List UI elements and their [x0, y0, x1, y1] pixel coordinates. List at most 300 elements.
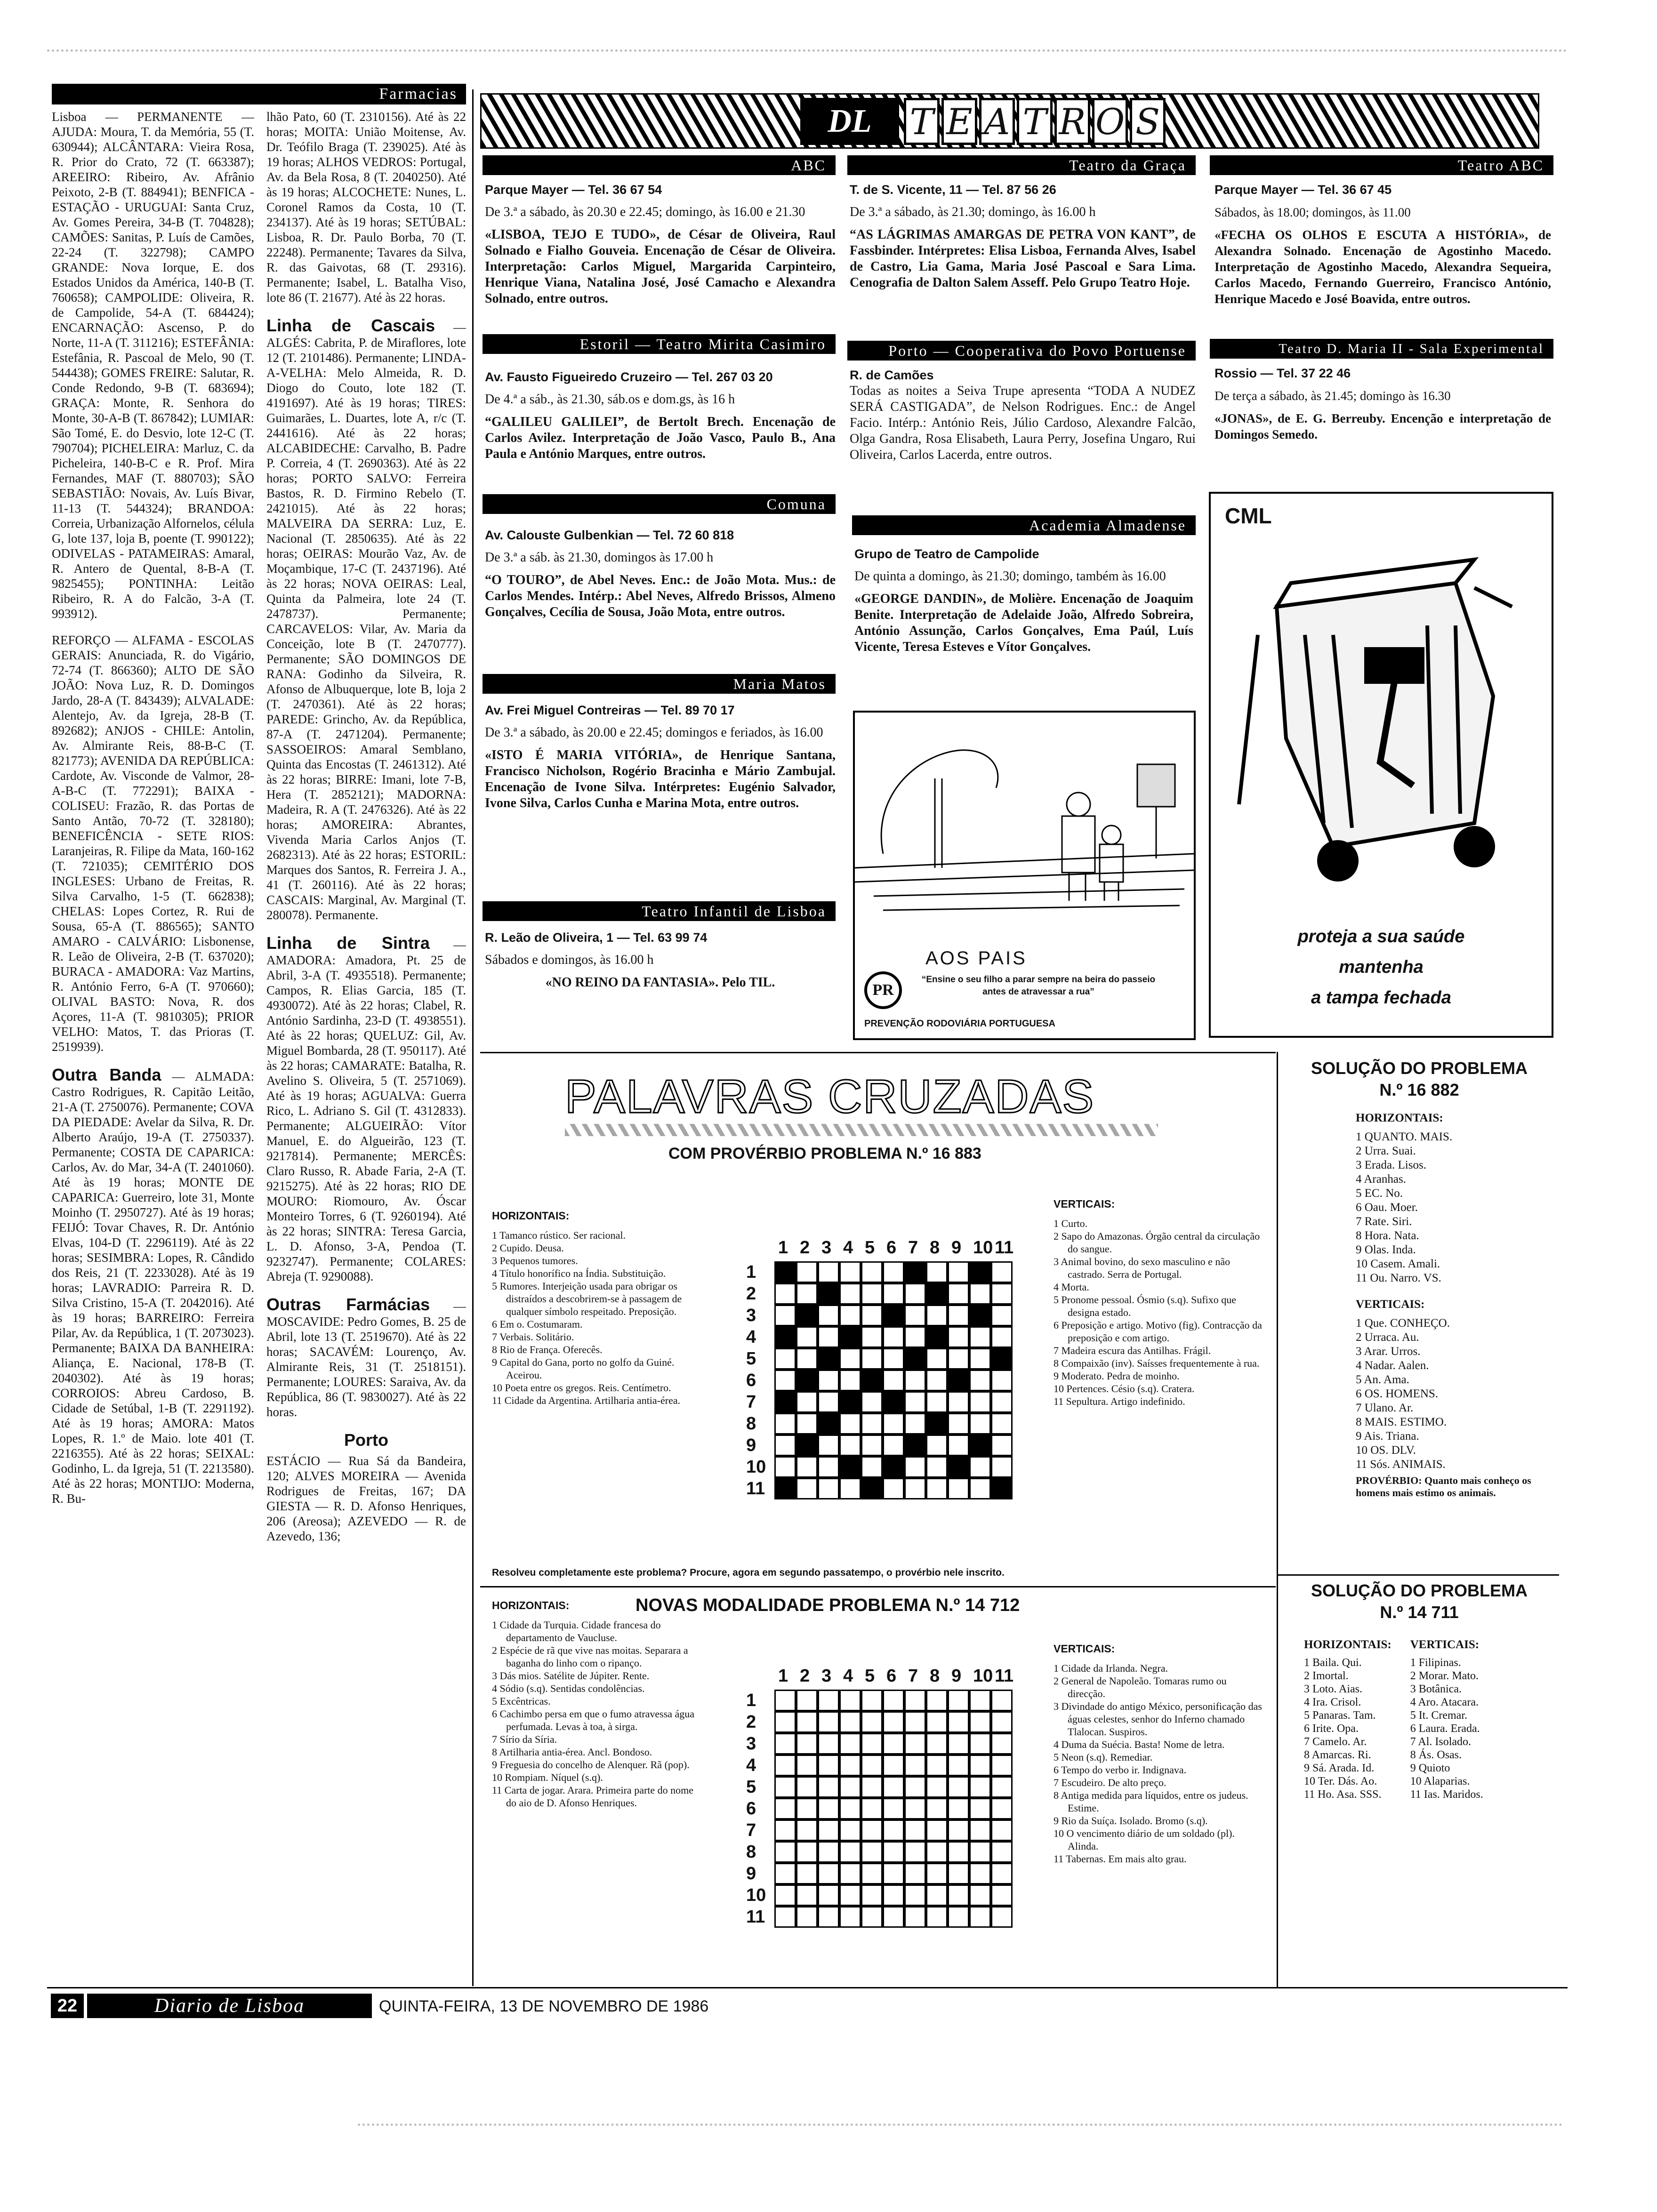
grid-cell[interactable]: [991, 1261, 1013, 1283]
grid-cell[interactable]: [969, 1326, 991, 1348]
solution-item: 11 Ho. Asa. SSS.: [1304, 1788, 1382, 1801]
grid-cell[interactable]: [904, 1391, 926, 1413]
grid-cell[interactable]: [839, 1283, 861, 1305]
grid-cell[interactable]: [839, 1884, 861, 1906]
farmacias-lisboa-permanente: Lisboa — PERMANENTE — AJUDA: Moura, T. da Memória, 55 (T. 630944); ALCÂNTARA: Vieira Rosa, R. Prior do Crato, 72 (T. 663387); AREEIRO: Ribeiro, Av. Afrânio Peixoto, 2-B (T. 884941); BENFICA - ESTAÇÃO - URUGUAI: Santa Cruz, Av. Gomes Pereira, 34-B (T. 704828); CAMÕES: Sanitas, P. Luís de Camões, 22-24 (T. 322798); CAMPO GRANDE: Nova Iorque, E. dos Estados Unidos da América, 140-B (T. 760658); CAMPOLIDE: Oliveira, R. de Campolide, 54-A (T. 684424); ENCARNAÇÃO: Ascenso, P. do Norte, 11-A (T. 311216); ESTEFÂNIA: Estefânia, R. Pascoal de Melo, 90 (T. 544438); GOMES FREIRE: Salutar, R. Conde Redondo, 9-B (T. 683694); GRAÇA: Monte, R. Senhora do Monte, 30-A-B (T. 867842); LUMIAR: São Tomé, E. do Desvio, lote 12-C (T. 790704); PICHELEIRA: Marluz, C. da Picheleira, 140-B-C e R. Prof. Mira Fernandes, MAF (T. 880703); SÃO SEBASTIÃO: Novais, Av. Luís Bivar, 11-13 (T. 544324); BRANDOA: Correia, Urbanização Alfornelos, célula G, lote 137, loja B, poente (T. 990122); ODIVELAS - PATAMEIRAS: Amaral, R. Antero de Quental, 8-B-A (T. 9825455); PONTINHA: Leitão Ribeiro, R. A do Falcão, 3-A (T. 993912).: [52, 110, 254, 621]
grid-cell[interactable]: [774, 1776, 796, 1798]
grid-cell[interactable]: [883, 1413, 904, 1435]
grid-cell[interactable]: [839, 1711, 861, 1733]
section-rule-2: [480, 1586, 1276, 1587]
grid-cell[interactable]: [969, 1906, 991, 1928]
grid-cell[interactable]: [774, 1456, 796, 1478]
grid-cell[interactable]: [861, 1391, 883, 1413]
grid-cell[interactable]: [991, 1798, 1013, 1819]
grid-cell[interactable]: [948, 1690, 969, 1711]
grid-cell[interactable]: [969, 1348, 991, 1370]
grid-cell[interactable]: [904, 1435, 926, 1456]
grid-cell[interactable]: [796, 1305, 818, 1326]
grid-cell[interactable]: [839, 1863, 861, 1884]
grid-cell[interactable]: [991, 1711, 1013, 1733]
grid-cell[interactable]: [774, 1841, 796, 1863]
grid-cell[interactable]: [861, 1776, 883, 1798]
grid-cell[interactable]: [904, 1370, 926, 1391]
grid-cell[interactable]: [861, 1906, 883, 1928]
clue-item: 9 Rio da Suíça. Isolado. Bromo (s.q).: [1054, 1815, 1208, 1827]
grid-cell[interactable]: [774, 1711, 796, 1733]
grid-cell[interactable]: [839, 1906, 861, 1928]
grid-cell[interactable]: [861, 1456, 883, 1478]
grid-cell[interactable]: [991, 1348, 1013, 1370]
grid-cell[interactable]: [948, 1348, 969, 1370]
grid-cell[interactable]: [969, 1413, 991, 1435]
grid-cell[interactable]: [904, 1863, 926, 1884]
crossword1-note: Resolveu completamente este problema? Procure, agora em segundo passatempo, o provérbio nele inscrito.: [492, 1567, 1005, 1578]
grid-cell[interactable]: [948, 1456, 969, 1478]
grid-row-number: 1: [746, 1262, 756, 1282]
grid-cell[interactable]: [926, 1755, 948, 1776]
grid-cell[interactable]: [818, 1798, 839, 1819]
grid-cell[interactable]: [926, 1261, 948, 1283]
grid-cell[interactable]: [861, 1326, 883, 1348]
grid-cell[interactable]: [839, 1391, 861, 1413]
grid-cell[interactable]: [991, 1690, 1013, 1711]
grid-cell[interactable]: [796, 1435, 818, 1456]
grid-cell[interactable]: [796, 1348, 818, 1370]
prp-logo: PR: [864, 971, 902, 1009]
grid-cell[interactable]: [991, 1906, 1013, 1928]
grid-cell[interactable]: [991, 1326, 1013, 1348]
grid-cell[interactable]: [969, 1863, 991, 1884]
grid-cell[interactable]: [969, 1283, 991, 1305]
grid-cell[interactable]: [861, 1819, 883, 1841]
grid-col-number: 11: [995, 1666, 1014, 1686]
grid-cell[interactable]: [818, 1370, 839, 1391]
clue-item: 5 Pronome pessoal. Ósmio (s.q). Sufixo que designa estado.: [1054, 1294, 1237, 1318]
grid-cell[interactable]: [926, 1478, 948, 1499]
grid-cell[interactable]: [883, 1884, 904, 1906]
grid-cell[interactable]: [883, 1305, 904, 1326]
clue-item: 8 Artilharia antia-érea. Ancl. Bondoso.: [492, 1746, 652, 1758]
grid-cell[interactable]: [796, 1456, 818, 1478]
clue-item: 10 O vencimento diário de um soldado (pl). Alinda.: [1054, 1827, 1235, 1852]
grid-cell[interactable]: [818, 1478, 839, 1499]
grid-cell[interactable]: [796, 1261, 818, 1283]
grid-cell[interactable]: [926, 1798, 948, 1819]
grid-cell[interactable]: [969, 1819, 991, 1841]
grid-cell[interactable]: [774, 1690, 796, 1711]
grid-cell[interactable]: [839, 1478, 861, 1499]
grid-cell[interactable]: [861, 1370, 883, 1391]
grid-cell[interactable]: [926, 1348, 948, 1370]
grid-cell[interactable]: [861, 1435, 883, 1456]
aos-pais-title: AOS PAIS: [925, 948, 1027, 969]
grid-cell[interactable]: [774, 1261, 796, 1283]
grid-cell[interactable]: [969, 1478, 991, 1499]
grid-cell[interactable]: [774, 1435, 796, 1456]
grid-row-number: 5: [746, 1777, 756, 1797]
grid-cell[interactable]: [861, 1841, 883, 1863]
crossword2-grid: [746, 1666, 1038, 1958]
section-rule: [480, 1052, 1276, 1053]
grid-cell[interactable]: [883, 1370, 904, 1391]
grid-cell[interactable]: [774, 1884, 796, 1906]
grid-cell[interactable]: [861, 1863, 883, 1884]
grid-cell[interactable]: [948, 1906, 969, 1928]
grid-cell[interactable]: [991, 1819, 1013, 1841]
crossword1-grid: [746, 1238, 1038, 1530]
grid-col-number: 5: [865, 1238, 875, 1258]
grid-cell[interactable]: [969, 1456, 991, 1478]
grid-cell[interactable]: [926, 1711, 948, 1733]
farmacias-porto-heading: Porto: [344, 1430, 388, 1450]
grid-cell[interactable]: [904, 1733, 926, 1755]
grid-cell[interactable]: [991, 1391, 1013, 1413]
grid-cell[interactable]: [839, 1261, 861, 1283]
grid-cell[interactable]: [948, 1326, 969, 1348]
grid-cell[interactable]: [969, 1690, 991, 1711]
grid-cell[interactable]: [991, 1283, 1013, 1305]
grid-cell[interactable]: [991, 1305, 1013, 1326]
grid-cell[interactable]: [818, 1906, 839, 1928]
farmacias-reforco: REFORÇO — ALFAMA - ESCOLAS GERAIS: Anunciada, R. do Vigário, 72-74 (T. 866360); ALTO DE SÃO JOÃO: Nova Luz, R. D. Domingos Jardo, 28-A (T. 843439); ALVALADE: Alentejo, Av. da Igreja, 28-B (T. 892682); ANJOS - CHILE: Antolin, Av. Almirante Reis, 88-B-C (T. 821773); AVENIDA DA REPÚBLICA: Cardote, Av. Visconde de Valmor, 28-A-B-C (T. 772291); BAIXA - COLISEU: Frazão, R. das Portas de Santo Antão, 70-72 (T. 328180); BENEFICÊNCIA - SETE RIOS: Laranjeiras, R. Filipe da Mata, 160-162 (T. 721035); CEMITÉRIO DOS INGLESES: Urbano de Freitas, R. Silva Carvalho, 1-5 (T. 662838); CHELAS: Lopes Cortez, R. Rui de Sousa, 65-A (T. 886565); SANTO AMARO - CALVÁRIO: Lisbonense, R. Leão de Oliveira, 2-B (T. 637020); BURACA - AMADORA: Vaz Martins, R. António Ferro, 6-A (T. 970660); OLIVAL BASTO: Nova, R. dos Açores, 11-A (T. 9810305); PRIOR VELHO: Matos, T. das Prioras (T. 2519939).: [52, 633, 254, 1054]
grid-cell[interactable]: [904, 1711, 926, 1733]
grid-cell[interactable]: [774, 1819, 796, 1841]
abc-bar: ABC: [483, 155, 836, 175]
grid-cell[interactable]: [861, 1755, 883, 1776]
grid-cell[interactable]: [796, 1819, 818, 1841]
grid-cell[interactable]: [991, 1841, 1013, 1863]
grid-cell[interactable]: [883, 1478, 904, 1499]
grid-cell[interactable]: [904, 1690, 926, 1711]
clue-item: 1 Tamanco rústico. Ser racional.: [492, 1229, 626, 1241]
grid-cell[interactable]: [883, 1711, 904, 1733]
grid-cell[interactable]: [991, 1478, 1013, 1499]
grid-cell[interactable]: [926, 1370, 948, 1391]
grid-cell[interactable]: [904, 1798, 926, 1819]
grid-cell[interactable]: [861, 1798, 883, 1819]
grid-cell[interactable]: [991, 1776, 1013, 1798]
grid-col-number: 11: [995, 1238, 1014, 1258]
grid-cell[interactable]: [774, 1391, 796, 1413]
grid-cell[interactable]: [818, 1435, 839, 1456]
grid-cell[interactable]: [796, 1798, 818, 1819]
grid-cell[interactable]: [991, 1413, 1013, 1435]
grid-cell[interactable]: [904, 1413, 926, 1435]
grid-cell[interactable]: [818, 1456, 839, 1478]
grid-cell[interactable]: [904, 1478, 926, 1499]
grid-row-number: 8: [746, 1414, 756, 1434]
grid-row-number: 11: [746, 1479, 765, 1499]
grid-cell[interactable]: [839, 1456, 861, 1478]
dmaria-bar: Teatro D. Maria II - Sala Experimental: [1210, 339, 1553, 359]
grid-cell[interactable]: [883, 1283, 904, 1305]
grid-cell[interactable]: [991, 1755, 1013, 1776]
grid-cell[interactable]: [926, 1841, 948, 1863]
grid-cell[interactable]: [926, 1819, 948, 1841]
grid-cell[interactable]: [926, 1884, 948, 1906]
grid-cell[interactable]: [991, 1863, 1013, 1884]
grid-cell[interactable]: [774, 1755, 796, 1776]
grid-cell[interactable]: [969, 1798, 991, 1819]
grid-cell[interactable]: [948, 1478, 969, 1499]
top-dotted-rule: [47, 49, 1568, 52]
grid-cell[interactable]: [969, 1435, 991, 1456]
grid-cell[interactable]: [948, 1755, 969, 1776]
grid-cell[interactable]: [926, 1733, 948, 1755]
grid-cell[interactable]: [883, 1755, 904, 1776]
grid-col-number: 4: [843, 1666, 853, 1686]
grid-cell[interactable]: [969, 1776, 991, 1798]
solution-item: 4 Ira. Crisol.: [1304, 1696, 1361, 1708]
grid-cell[interactable]: [883, 1261, 904, 1283]
grid-cell[interactable]: [839, 1370, 861, 1391]
grid-cell[interactable]: [969, 1370, 991, 1391]
grid-cell[interactable]: [796, 1906, 818, 1928]
grid-cell[interactable]: [818, 1841, 839, 1863]
grid-cell[interactable]: [883, 1391, 904, 1413]
grid-cell[interactable]: [948, 1305, 969, 1326]
grid-cell[interactable]: [926, 1456, 948, 1478]
grid-cell[interactable]: [904, 1456, 926, 1478]
grid-cell[interactable]: [796, 1478, 818, 1499]
grid-cell[interactable]: [796, 1326, 818, 1348]
grid-cell[interactable]: [818, 1283, 839, 1305]
grid-cell[interactable]: [861, 1690, 883, 1711]
grid-col-number: 3: [821, 1666, 832, 1686]
grid-cell[interactable]: [818, 1863, 839, 1884]
grid-cell[interactable]: [861, 1261, 883, 1283]
solution-item: 3 Erada. Lisos.: [1356, 1159, 1426, 1171]
grid-cell[interactable]: [969, 1841, 991, 1863]
grid-cell[interactable]: [883, 1435, 904, 1456]
grid-cell[interactable]: [883, 1798, 904, 1819]
grid-cell[interactable]: [883, 1863, 904, 1884]
grid-cell[interactable]: [948, 1413, 969, 1435]
grid-cell[interactable]: [818, 1326, 839, 1348]
grid-cell[interactable]: [818, 1690, 839, 1711]
grid-cell[interactable]: [839, 1776, 861, 1798]
grid-cell[interactable]: [796, 1391, 818, 1413]
grid-cell[interactable]: [926, 1283, 948, 1305]
grid-col-number: 1: [778, 1666, 788, 1686]
grid-col-number: 10: [973, 1238, 993, 1258]
grid-cell[interactable]: [839, 1690, 861, 1711]
grid-cell[interactable]: [861, 1413, 883, 1435]
grid-cell[interactable]: [774, 1798, 796, 1819]
grid-cell[interactable]: [904, 1755, 926, 1776]
grid-cell[interactable]: [969, 1391, 991, 1413]
infantil-bar: Teatro Infantil de Lisboa: [483, 901, 836, 921]
grid-cell[interactable]: [796, 1755, 818, 1776]
grid-cell[interactable]: [926, 1776, 948, 1798]
grid-cell[interactable]: [818, 1305, 839, 1326]
grid-cell[interactable]: [948, 1798, 969, 1819]
grid-cell[interactable]: [818, 1733, 839, 1755]
grid-cell[interactable]: [839, 1413, 861, 1435]
grid-cell[interactable]: [926, 1863, 948, 1884]
grid-col-number: 9: [951, 1238, 962, 1258]
grid-cell[interactable]: [883, 1456, 904, 1478]
grid-cell[interactable]: [818, 1711, 839, 1733]
clue-item: 4 Morta.: [1054, 1281, 1089, 1293]
grid-cell[interactable]: [818, 1776, 839, 1798]
grid-cell[interactable]: [991, 1884, 1013, 1906]
grid-cell[interactable]: [883, 1348, 904, 1370]
grid-cell[interactable]: [904, 1776, 926, 1798]
grid-cell[interactable]: [839, 1798, 861, 1819]
almadense-bar: Academia Almadense: [852, 515, 1196, 535]
grid-cell[interactable]: [948, 1711, 969, 1733]
grid-cell[interactable]: [796, 1776, 818, 1798]
grid-cell[interactable]: [796, 1733, 818, 1755]
abc2-listing: Parque Mayer — Tel. 36 67 45 Sábados, às 18.00; domingos, às 11.00 «FECHA OS OLHOS E ESCUTA A HISTÓRIA», de Alexandra Solnado. Encenação de Agostinho Macedo. Interpretação de Agostinho Macedo, Alexandra Sequeira, Carlos Macedo, Fernando Guerreiro, Francisco António, Henrique Macedo e José Boavida, entre outros.: [1215, 183, 1551, 306]
solution-item: 5 EC. No.: [1356, 1187, 1403, 1200]
grid-cell[interactable]: [774, 1906, 796, 1928]
grid-cell[interactable]: [839, 1305, 861, 1326]
grid-cell[interactable]: [839, 1348, 861, 1370]
grid-cell[interactable]: [796, 1690, 818, 1711]
grid-cell[interactable]: [991, 1435, 1013, 1456]
clue-item: 10 Rompiam. Níquel (s.q).: [492, 1771, 603, 1783]
grid-cell[interactable]: [883, 1906, 904, 1928]
grid-cell[interactable]: [861, 1348, 883, 1370]
crossword1-verticais: VERTICAIS: 1 Curto. 2 Sapo do Amazonas. Órgão central da circulação do sangue. 3 Animal bovino, do sexo masculino e não castrado. Serra de Portugal. 4 Morta. 5 Pronome pessoal. Ósmio (s.q). Sufixo que designa estado. 6 Preposição e artigo. Motivo (fig). Contracção da preposição e com artigo. 7 Madeira escura das Antilhas. Frágil. 8 Compaixão (inv). Saísses frequentemente à rua. 9 Moderato. Pedra de moinho. 10 Pertences. Césio (s.q). Cratera. 11 Sepultura. Artigo indefinido.: [1054, 1198, 1266, 1408]
grid-cell[interactable]: [948, 1863, 969, 1884]
grid-cell[interactable]: [774, 1326, 796, 1348]
grid-cell[interactable]: [926, 1435, 948, 1456]
grid-cell[interactable]: [818, 1819, 839, 1841]
grid-cell[interactable]: [796, 1841, 818, 1863]
clue-item: 7 Escudeiro. De alto preço.: [1054, 1777, 1166, 1788]
grid-cell[interactable]: [818, 1413, 839, 1435]
grid-cell[interactable]: [796, 1863, 818, 1884]
grid-cell[interactable]: [861, 1305, 883, 1326]
grid-cell[interactable]: [818, 1755, 839, 1776]
grid-cell[interactable]: [969, 1261, 991, 1283]
grid-cell[interactable]: [991, 1456, 1013, 1478]
grid-cell[interactable]: [774, 1478, 796, 1499]
grid-cell[interactable]: [774, 1863, 796, 1884]
grid-cell[interactable]: [818, 1391, 839, 1413]
grid-cell[interactable]: [861, 1733, 883, 1755]
grid-cell[interactable]: [861, 1283, 883, 1305]
grid-row-number: 7: [746, 1392, 756, 1412]
grid-cell[interactable]: [839, 1841, 861, 1863]
solution-item: 10 OS. DLV.: [1356, 1444, 1416, 1457]
grid-cell[interactable]: [774, 1283, 796, 1305]
grid-cell[interactable]: [926, 1326, 948, 1348]
grid-cell[interactable]: [948, 1884, 969, 1906]
grid-cell[interactable]: [818, 1884, 839, 1906]
grid-cell[interactable]: [774, 1413, 796, 1435]
grid-cell[interactable]: [883, 1819, 904, 1841]
grid-cell[interactable]: [969, 1733, 991, 1755]
grid-cell[interactable]: [796, 1283, 818, 1305]
grid-cell[interactable]: [883, 1690, 904, 1711]
grid-cell[interactable]: [948, 1733, 969, 1755]
grid-col-number: 1: [778, 1238, 788, 1258]
grid-cell[interactable]: [883, 1326, 904, 1348]
clue-item: 11 Cidade da Argentina. Artilharia antia-érea.: [492, 1395, 681, 1406]
grid-cell[interactable]: [926, 1413, 948, 1435]
grid-cell[interactable]: [861, 1884, 883, 1906]
grid-cell[interactable]: [774, 1370, 796, 1391]
grid-cell[interactable]: [926, 1906, 948, 1928]
grid-cell[interactable]: [904, 1841, 926, 1863]
grid-cell[interactable]: [948, 1435, 969, 1456]
grid-cell[interactable]: [926, 1305, 948, 1326]
grid-cell[interactable]: [861, 1711, 883, 1733]
grid-cell[interactable]: [774, 1348, 796, 1370]
grid-cell[interactable]: [969, 1711, 991, 1733]
solution-item: 5 An. Ama.: [1356, 1373, 1409, 1386]
solution-item: 11 Ias. Maridos.: [1410, 1788, 1483, 1801]
grid-cell[interactable]: [904, 1906, 926, 1928]
grid-cell[interactable]: [926, 1391, 948, 1413]
grid-cell[interactable]: [861, 1478, 883, 1499]
grid-cell[interactable]: [991, 1733, 1013, 1755]
grid-cell[interactable]: [948, 1819, 969, 1841]
grid-cell[interactable]: [904, 1261, 926, 1283]
grid-cell[interactable]: [883, 1733, 904, 1755]
grid-cell[interactable]: [948, 1261, 969, 1283]
grid-cell[interactable]: [774, 1733, 796, 1755]
grid-cell[interactable]: [818, 1348, 839, 1370]
trash-bin-illustration: [1211, 541, 1550, 898]
grid-cell[interactable]: [904, 1283, 926, 1305]
grid-cell[interactable]: [948, 1391, 969, 1413]
crossword1-subtitle: COM PROVÉRBIO PROBLEMA N.º 16 883: [668, 1145, 981, 1162]
grid-cell[interactable]: [796, 1711, 818, 1733]
clue-item: 8 Compaixão (inv). Saísses frequentemente à rua.: [1054, 1357, 1260, 1369]
grid-cell[interactable]: [948, 1283, 969, 1305]
grid-row-number: 3: [746, 1734, 756, 1754]
grid-cell[interactable]: [796, 1370, 818, 1391]
solution-item: 6 Laura. Erada.: [1410, 1723, 1480, 1735]
grid-cell[interactable]: [948, 1776, 969, 1798]
grid-col-number: 5: [865, 1666, 875, 1686]
clue-item: 3 Dás mios. Satélite de Júpiter. Rente.: [492, 1670, 650, 1682]
clue-item: 2 Espécie de rã que vive nas moitas. Separara a baganha do linho com o ripanço.: [492, 1644, 688, 1669]
grid-cell[interactable]: [926, 1690, 948, 1711]
grid-cell[interactable]: [904, 1305, 926, 1326]
grid-cell[interactable]: [948, 1841, 969, 1863]
grid-cell[interactable]: [883, 1841, 904, 1863]
grid-cell[interactable]: [839, 1326, 861, 1348]
grid-cell[interactable]: [839, 1733, 861, 1755]
grid-cell[interactable]: [796, 1884, 818, 1906]
grid-cell[interactable]: [904, 1326, 926, 1348]
grid-cell[interactable]: [796, 1413, 818, 1435]
grid-cell[interactable]: [969, 1305, 991, 1326]
grid-cell[interactable]: [904, 1884, 926, 1906]
grid-cell[interactable]: [839, 1819, 861, 1841]
grid-cell[interactable]: [991, 1370, 1013, 1391]
grid-cell[interactable]: [774, 1305, 796, 1326]
grid-cell[interactable]: [904, 1348, 926, 1370]
infantil-listing: R. Leão de Oliveira, 1 — Tel. 63 99 74 Sábados e domingos, às 16.00 h «NO REINO DA FANTASIA». Pelo TIL.: [485, 930, 775, 990]
solution-item: 4 Nadar. Aalen.: [1356, 1359, 1429, 1372]
grid-cell[interactable]: [969, 1755, 991, 1776]
mariamatos-listing: Av. Frei Miguel Contreiras — Tel. 89 70 17 De 3.ª a sábado, às 20.00 e 22.45; domingos e feriados, às 16.00 «ISTO É MARIA VITÓRIA», de Henrique Santana, Francisco Nicholson, Rogério Bracinha e Mário Zambujal. Encenação de Ivone Silva. Intérpretes: Eugénio Salvador, Ivone Silva, Carlos Cunha e Marina Mota, entre outros.: [485, 703, 836, 810]
grid-cell[interactable]: [839, 1755, 861, 1776]
grid-cell[interactable]: [904, 1819, 926, 1841]
grid-cell[interactable]: [839, 1435, 861, 1456]
grid-cell[interactable]: [818, 1261, 839, 1283]
grid-cell[interactable]: [969, 1884, 991, 1906]
grid-cell[interactable]: [883, 1776, 904, 1798]
grid-cell[interactable]: [948, 1370, 969, 1391]
